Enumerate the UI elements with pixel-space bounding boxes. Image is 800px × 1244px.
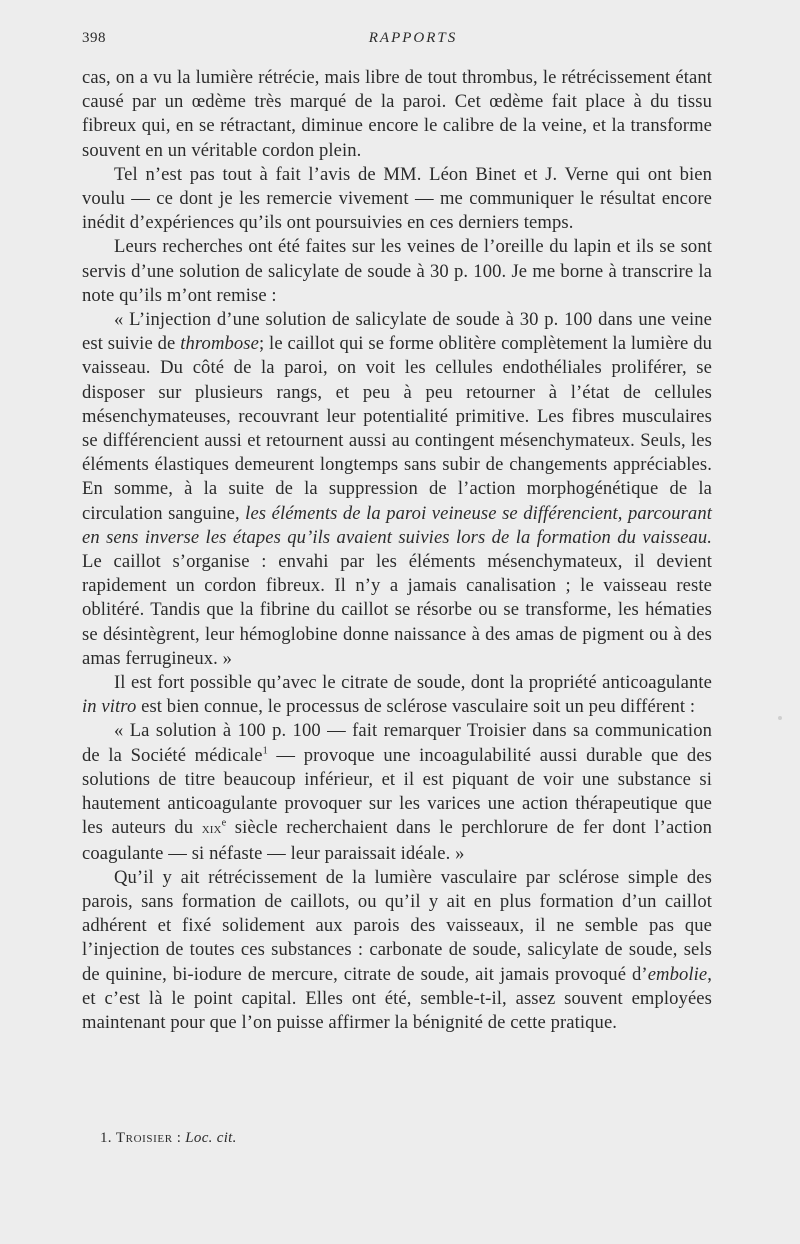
body-text (82, 66, 712, 1035)
citrate-text-c: est bien connue, le processus de sclérose vasculaire soit un peu différent : (136, 696, 696, 718)
quote-term-thrombose: thrombose (180, 333, 259, 355)
troisier-text-a: « La solution à 100 p. 100 — fait remarquer Troisier dans sa communication de la Société médicale (82, 720, 712, 766)
troisier-text-b: — provoque une incoagulabilité aussi durable que des solutions de titre beaucoup inférieur, et il est piquant de voir une substance si hautement anticoagulante provoquer sur les varices une action thérapeutique que les auteurs du (82, 744, 713, 839)
paragraph-1 (82, 66, 712, 163)
term-in-vitro: in vitro (82, 696, 137, 718)
paragraph-2 (82, 163, 712, 236)
quote-text-e: Le caillot s’organise : envahi par les éléments mésenchymateux, il devient rapidement un cordon fibreux. Il n’y a jamais canalisation ; le vaisseau reste oblitéré. Tandis que la fibrine du caillot se résorbe ou se transforme, les hématies se désintègrent, leur hémoglobine donne naissance à des amas de pigment ou à des amas ferrugineux. » (82, 551, 712, 669)
conclusion-text-a: Qu’il y ait rétrécissement de la lumière vasculaire par sclérose simple des parois, sans formation de caillots, ou qu’il y ait en plus formation d’un caillot adhérent et fixé solidement aux parois des vaisseaux, il ne semble pas que l’injection de toutes ces substances : carbonate de soude, salicylate de soude, sels de quinine, bi-iodure de mercure, citrate de soude, ait jamais provoqué d’ (82, 866, 712, 985)
paragraph-conclusion (82, 866, 712, 1035)
quote-binet-verne (82, 308, 712, 671)
page-header (82, 30, 712, 52)
footnote-separator: : (172, 1130, 186, 1146)
quote-text-c: ; le caillot qui se forme oblitère complètement la lumière du vaisseau. Du côté de la paroi, on voit les cellules endothéliales proliférer, se disposer sur plusieurs rangs, et peu à peu retourner à l’état de cellules mésenchymateuses, recouvrant leur potentialité primitive. Les fibres musculaires se différencient aussi et retournent aussi au contingent mésenchymateux. Seuls, les éléments élastiques demeurent longtemps sans subir de changements appréciables. En somme, à la suite de la suppression de l’action morphogénétique de la circulation sanguine, (82, 333, 713, 524)
century-suffix: e (221, 817, 227, 829)
paragraph-citrate (82, 671, 712, 719)
citrate-text-a: Il est fort possible qu’avec le citrate de soude, dont la propriété anticoagulante (114, 672, 712, 694)
troisier-text-c: siècle recherchaient dans le perchlorure de fer dont l’action coagulante — si néfaste — leur paraissait idéale. » (82, 817, 712, 864)
century-numeral: xix (201, 820, 222, 838)
quote-text-a: « L’injection d’une solution de salicylate de soude à 30 p. 100 dans une veine est suivie de (82, 309, 712, 355)
paragraph-3 (82, 235, 712, 308)
quote-italic-passage: les éléments de la paroi veineuse se différencient, parcourant en sens inverse les étapes qu’ils avaient suivies lors de la formation du vaisseau. (82, 502, 712, 548)
footnote-marker[interactable]: 1 (262, 745, 268, 757)
conclusion-text-c: , et c’est là le point capital. Elles ont été, semble-t-il, assez souvent employées maintenant pour que l’on puisse affirmer la bénignité de cette pratique. (82, 963, 712, 1033)
running-title: RAPPORTS (368, 30, 458, 46)
footnote-reference: Loc. cit. (185, 1130, 237, 1146)
paragraph-1-text: cas, on a vu la lumière rétrécie, mais libre de tout thrombus, le rétrécissement étant causé par un œdème très marqué de la paroi. Cet œdème fait place à du tissu fibreux qui, en se rétractant, diminue encore le calibre de la veine, et la transforme souvent en un véritable cordon plein. (82, 67, 712, 161)
paragraph-2-text: Tel n’est pas tout à fait l’avis de MM. Léon Binet et J. Verne qui ont bien voulu — ce dont je les remercie vivement — me communiquer le résultat encore inédit d’expériences qu’ils ont poursuivies en ces derniers temps. (82, 163, 712, 234)
paragraph-3-text: Leurs recherches ont été faites sur les veines de l’oreille du lapin et ils se sont servis d’une solution de salicylate de soude à 30 p. 100. Je me borne à transcrire la note qu’ils m’ont remise : (82, 236, 712, 306)
footnote (100, 1130, 237, 1147)
footnote-number: 1. (100, 1130, 112, 1146)
quote-troisier (82, 719, 712, 865)
page-number: 398 (82, 30, 106, 46)
term-embolie: embolie (647, 963, 708, 985)
footnote-author: Troisier (115, 1130, 173, 1146)
paper-speck (778, 716, 782, 720)
